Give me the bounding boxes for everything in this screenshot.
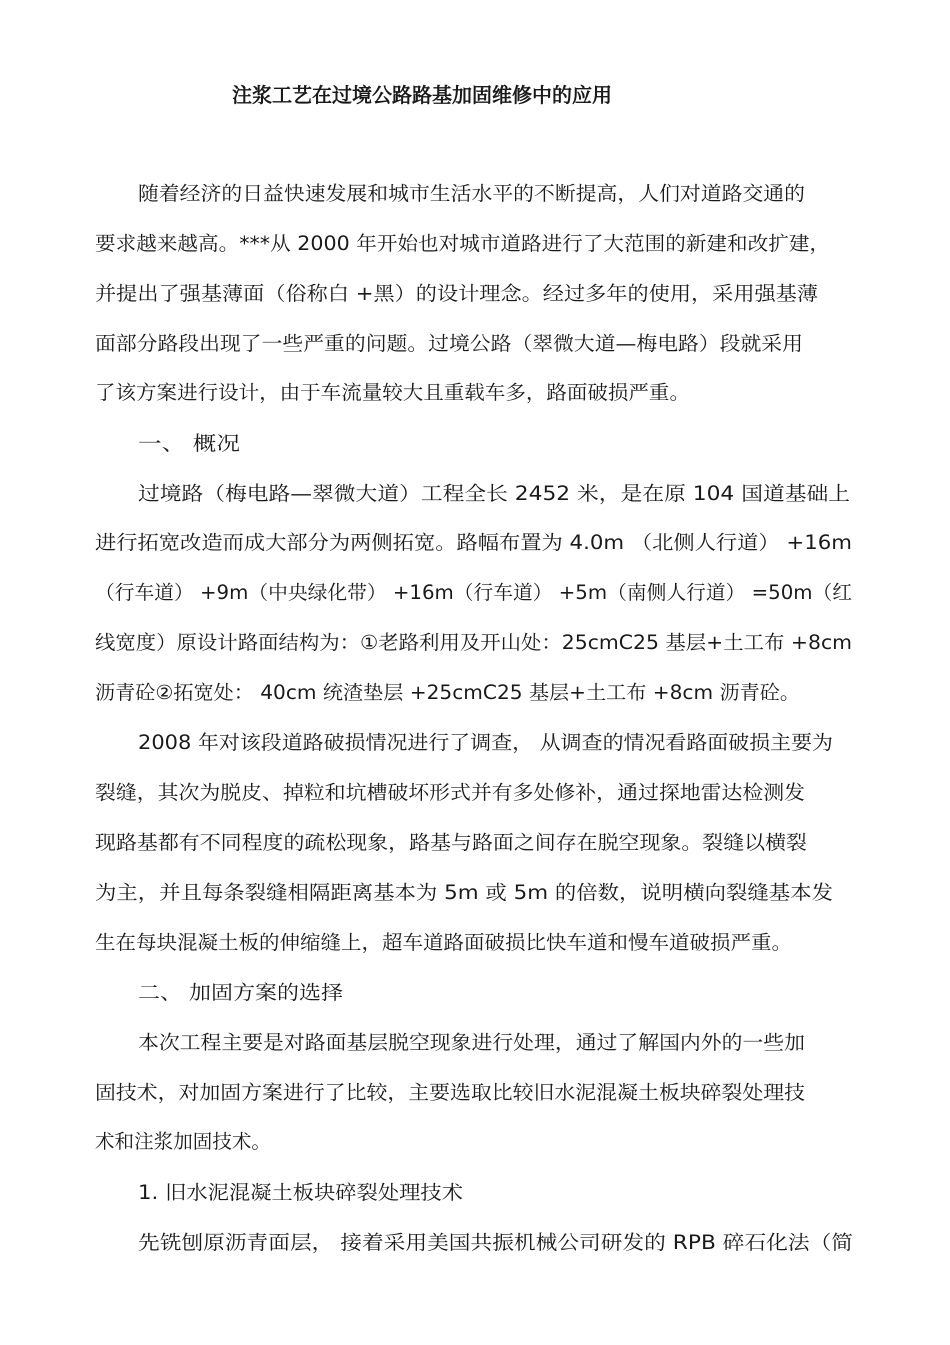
section-heading-2: 二、 加固方案的选择 [138,981,343,1004]
paragraph-line: 本次工程主要是对路面基层脱空现象进行处理，通过了解国内外的一些加 [138,1031,806,1054]
section-heading-1: 一、 概况 [138,432,241,455]
paragraph-line: 并提出了强基薄面（俗称白 +黑）的设计理念。经过多年的使用，采用强基薄 [95,282,818,305]
paragraph-line: 线宽度）原设计路面结构为：①老路利用及开山处：25cmC25 基层+土工布 +8cm [95,631,853,654]
paragraph-line: 面部分路段出现了一些严重的问题。过境公路（翠微大道—梅电路）段就采用 [95,332,803,355]
paragraph-line: 固技术，对加固方案进行了比较，主要选取比较旧水泥混凝土板块碎裂处理技 [95,1081,806,1104]
document-title: 注浆工艺在过境公路路基加固维修中的应用 [232,83,612,107]
paragraph-line: 沥青砼②拓宽处： 40cm 统渣垫层 +25cmC25 基层+土工布 +8cm 沥青砼。 [95,681,800,704]
paragraph-line: 为主，并且每条裂缝相隔距离基本为 5m 或 5m 的倍数，说明横向裂缝基本发 [95,881,833,904]
subsection-heading-1: 1. 旧水泥混凝土板块碎裂处理技术 [138,1181,464,1204]
paragraph-line: 随着经济的日益快速发展和城市生活水平的不断提高，人们对道路交通的 [138,182,806,205]
paragraph-line: 进行拓宽改造而成大部分为两侧拓宽。路幅布置为 4.0m （北侧人行道） +16m [95,531,853,554]
paragraph-line: 要求越来越高。***从 2000 年开始也对城市道路进行了大范围的新建和改扩建， [95,232,831,255]
paragraph-line: 先铣刨原沥青面层， 接着采用美国共振机械公司研发的 RPB 碎石化法（简 [138,1231,854,1254]
paragraph-line: 2008 年对该段道路破损情况进行了调查， 从调查的情况看路面破损主要为 [138,731,833,754]
paragraph-line: 了该方案进行设计，由于车流量较大且重载车多，路面破损严重。 [95,381,690,404]
paragraph-line: （行车道） +9m（中央绿化带） +16m（行车道） +5m（南侧人行道） =50m（红 [95,581,852,604]
paragraph-line: 生在每块混凝土板的伸缩缝上，超车道路面破损比快车道和慢车道破损严重。 [95,931,793,954]
paragraph-line: 过境路（梅电路—翠微大道）工程全长 2452 米，是在原 104 国道基础上 [138,482,850,505]
paragraph-line: 术和注浆加固技术。 [95,1130,272,1153]
paragraph-line: 裂缝，其次为脱皮、掉粒和坑槽破坏形式并有多处修补，通过探地雷达检测发 [95,781,806,804]
paragraph-line: 现路基都有不同程度的疏松现象，路基与路面之间存在脱空现象。裂缝以横裂 [95,831,808,854]
